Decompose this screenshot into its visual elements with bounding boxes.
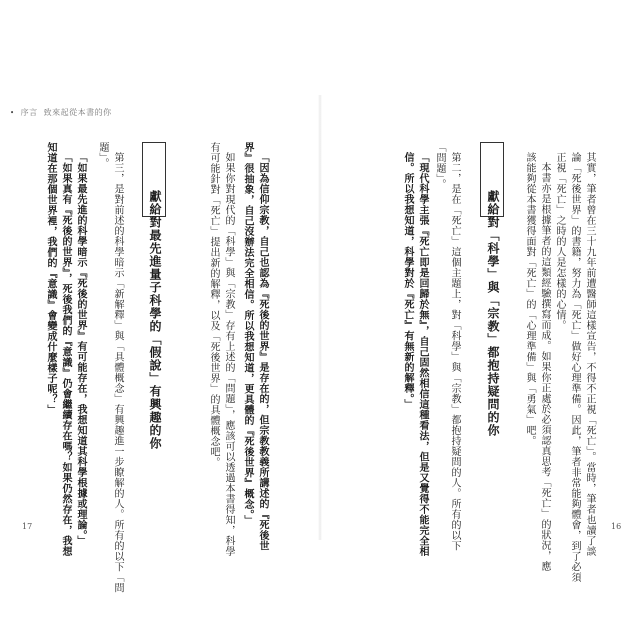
section-heading-2: 獻給對最先進量子科學的「假說」有興趣的你 [148, 190, 162, 450]
left-quote3-line-1: 「如果最先進的科學暗示『死後的世界』有可能存在，我想知道其科學根據或理論。」 [75, 152, 86, 546]
left-body3-line-1: 第三，是對前述的科學暗示「新解釋」與「具體概念」有興趣進一步瞭解的人。所有的以下「問 [112, 152, 123, 593]
right-body1-line-1: 第二，是在「死亡」這個主題上，對「科學」與「宗教」都抱持疑問的人。所有的以下 [449, 152, 460, 551]
left-quote2-line-1: 「因為信仰宗教，自己也認為『死後的世界』是存在的，但宗教教義所講述的『死後世 [257, 152, 268, 551]
header-chapter: 序言 [20, 108, 38, 117]
right-intro-line-1: 其實，筆者曾在三十九年前遭醫師這樣宣告，不得不正視「死亡」。當時，筆者也讀了談 [584, 152, 595, 557]
right-quote1-line-2: 信。所以我想知道，科學對於『死亡』有無新的解釋。」 [402, 152, 413, 410]
left-quote2-line-2: 界』很抽象，自己沒辦法完全相信。所以我想知道，更具體的『死後世界』概念。」 [242, 142, 253, 526]
right-body1-line-2: 「問題」。 [434, 142, 445, 190]
right-intro-line-3: 正視「死亡」之時的人是怎樣的心情。 [554, 152, 565, 331]
left-body3-line-2: 題」。 [97, 142, 108, 169]
left-quote3-line-2: 「如果真有『死後的世界』，死後我們的『意識』仍會繼續存在嗎？如果仍然存在，我想 [60, 152, 71, 557]
page-number-right: 16 [611, 522, 622, 531]
left-body2-line-2: 有可能針對「死亡」提出新的解釋，以及「死後世界」的具體概念吧。 [208, 142, 219, 468]
running-header [10, 107, 112, 118]
header-subtitle: 致來起從本書的你 [43, 108, 112, 117]
section-heading-1: 獻給對「科學」與「宗教」都抱持疑問的你 [486, 190, 500, 437]
right-intro-line-2: 論「死後世界」的書籍，努力為「死亡」做好心理準備。因此，筆者非常能夠體會，到了必須 [569, 152, 580, 583]
right-intro-line-4: 本書亦是根據筆者的這類經驗撰寫而成。如果你正處於必須認真思考「死亡」的狀況，應 [539, 162, 550, 572]
page-number-left: 17 [22, 522, 33, 531]
left-quote3-line-3: 知道在那個世界裡，我們的『意識』會變成什麼樣子呢？」 [45, 142, 56, 415]
book-gutter [318, 95, 322, 540]
right-quote1-line-1: 「現代科學主張『死亡即是回歸於無』，自己固然相信這種看法，但是又覺得不能完全相 [417, 152, 428, 557]
right-intro-line-5: 該能夠從本書獲得面對「死亡」的「心理準備」與「勇氣」吧。 [524, 152, 535, 446]
header-bullet-icon: • [10, 108, 15, 117]
left-body2-line-1: 如果你對現代的「科學」與「宗教」存有上述的「問題」，應該可以透過本書得知，科學 [223, 152, 234, 557]
